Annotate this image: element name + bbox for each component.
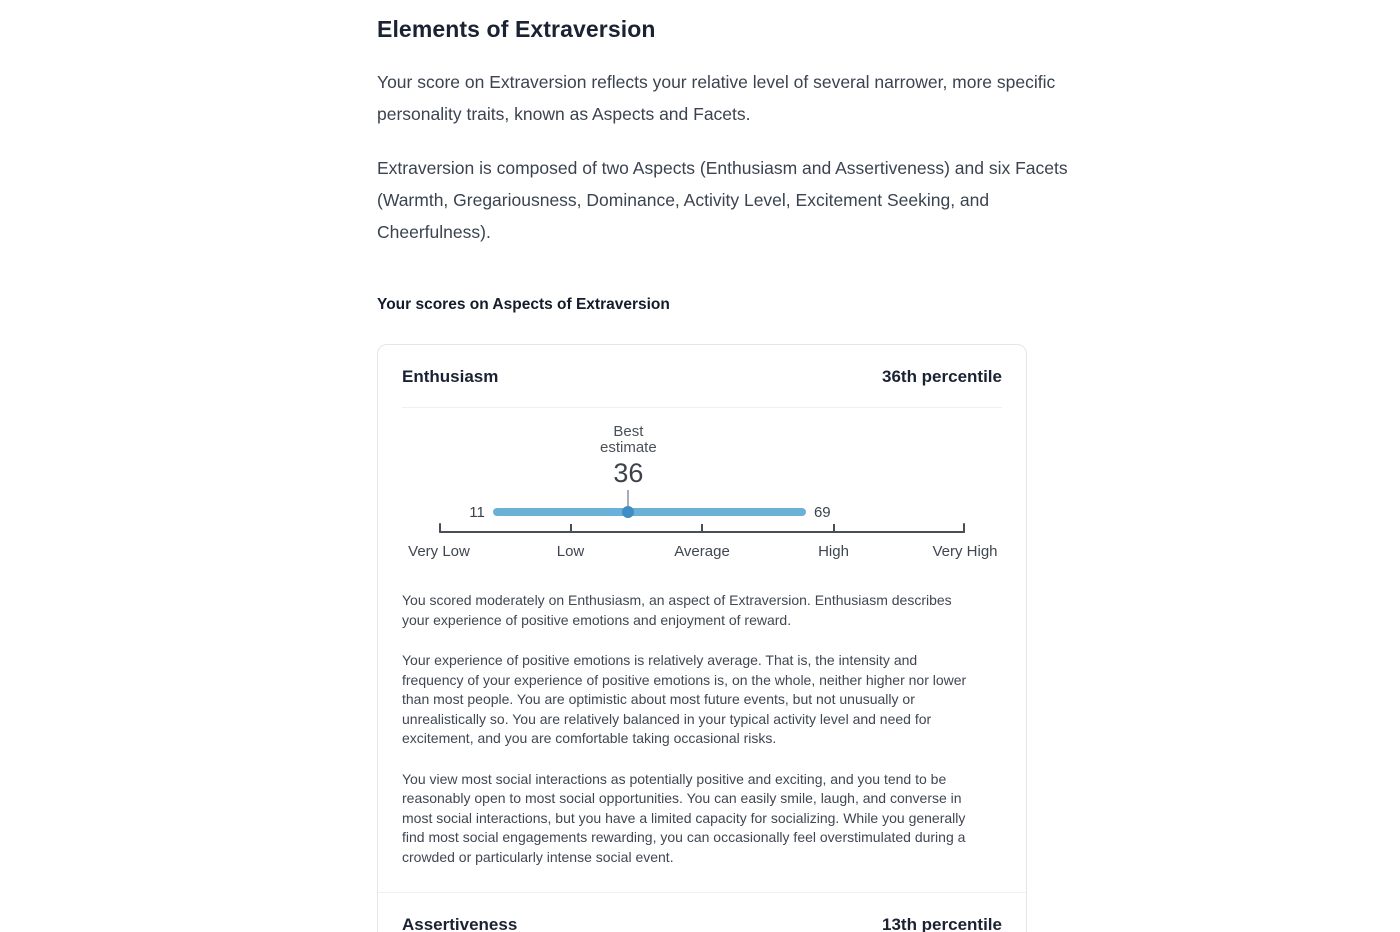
axis-tick	[701, 524, 703, 531]
aspect-section-enthusiasm	[378, 345, 1026, 892]
scores-section-heading: Your scores on Aspects of Extraversion	[377, 296, 670, 313]
aspect-name: Enthusiasm	[402, 367, 499, 386]
estimate-dot	[622, 506, 634, 518]
aspect-paragraph: Your experience of positive emotions is relatively average. That is, the intensity and frequency of your experience of positive emotions is, on the whole, neither higher nor lower than most people. You are optimistic about most future events, but not unusually or unrealistically so. You are relatively balanced in your typical activity level and need for excitement, and you are comfortable taking occasional risks.	[402, 652, 967, 746]
axis-end-cap	[963, 523, 965, 533]
axis-tick	[833, 524, 835, 531]
axis-label: Average	[674, 543, 730, 560]
score-scale-chart	[408, 423, 998, 564]
intro-paragraph: Your score on Extraversion reflects your relative level of several narrower, more specific personality traits, known as Aspects and Facets.	[377, 72, 1056, 124]
range-bar	[493, 508, 806, 516]
aspect-header	[402, 893, 1002, 932]
intro-paragraph: Extraversion is composed of two Aspects (Enthusiasm and Assertiveness) and six Facets (Warmth, Gregariousness, Dominance, Activity Level, Excitement Seeking, and Cheerfulness).	[377, 158, 1068, 242]
axis-tick	[570, 524, 572, 531]
axis-label: Low	[556, 543, 585, 560]
aspect-header	[402, 345, 1002, 407]
header-divider	[402, 407, 1002, 408]
aspect-name: Assertiveness	[402, 915, 518, 932]
range-high-label: 69	[813, 504, 831, 521]
aspect-percentile: 13th percentile	[882, 915, 1002, 932]
intro-section	[377, 66, 1130, 248]
range-low-label: 11	[469, 504, 485, 521]
aspect-section-assertiveness	[378, 892, 1026, 932]
best-estimate-label: Best estimate	[600, 423, 657, 456]
scale-axis	[439, 531, 965, 533]
axis-label: Very Low	[408, 543, 470, 560]
best-estimate-value: 36	[613, 458, 644, 488]
axis-label: Very High	[932, 543, 998, 560]
axis-label: High	[818, 543, 849, 560]
page-title: Elements of Extraversion	[377, 16, 656, 42]
aspects-card	[377, 344, 1027, 932]
aspect-paragraph: You scored moderately on Enthusiasm, an aspect of Extraversion. Enthusiasm describes your experience of positive emotions and enjoyment of reward.	[402, 592, 952, 628]
aspect-percentile: 36th percentile	[882, 367, 1002, 386]
best-estimate-block	[573, 424, 683, 489]
aspect-paragraph: You view most social interactions as potentially positive and exciting, and you tend to be reasonably open to most social opportunities. You can easily smile, laugh, and converse in most social interactions, but you have a limited capacity for socializing. While you generally find most social engagements rewarding, you can occasionally feel overstimulated during a crowded or particularly intense social event.	[402, 770, 966, 865]
aspect-description	[402, 591, 1002, 892]
axis-end-cap	[439, 523, 441, 533]
